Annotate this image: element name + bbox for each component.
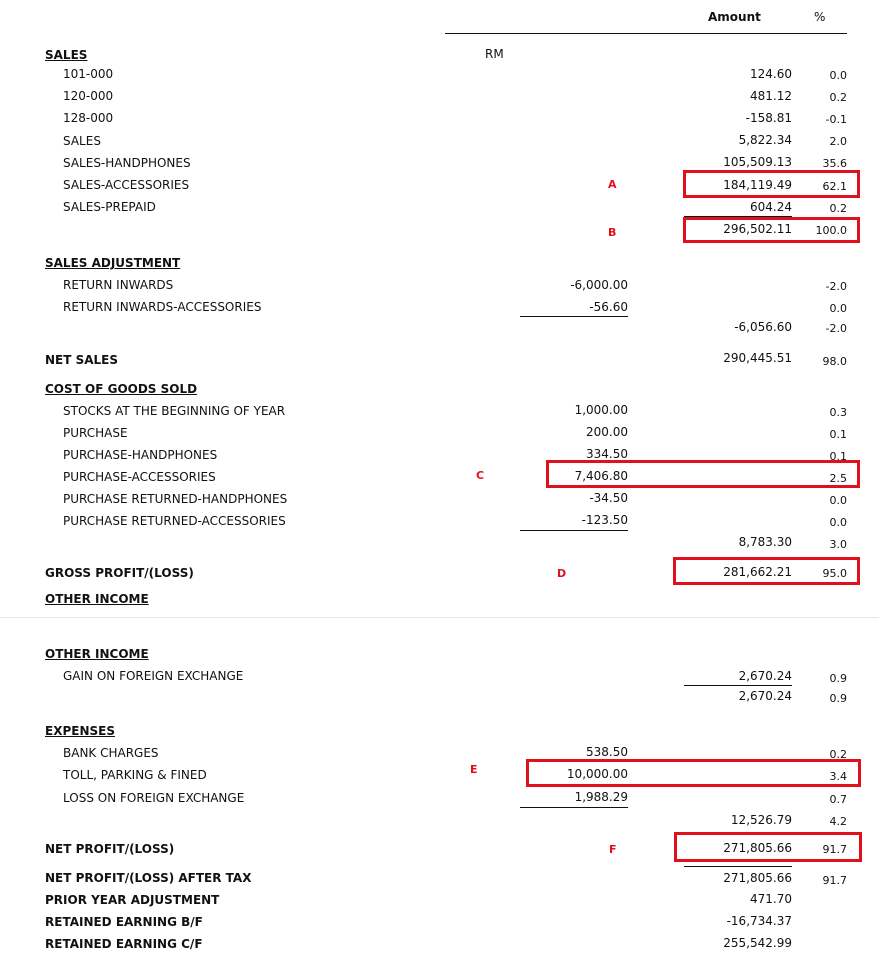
expenses-row-label: TOLL, PARKING & FINED — [63, 768, 207, 782]
sales-row-label: 128-000 — [63, 111, 114, 125]
expenses-row-sub: 10,000.00 — [566, 767, 628, 781]
cogs-row-pct: 2.5 — [829, 472, 847, 485]
gross-profit-label: GROSS PROFIT/(LOSS) — [45, 566, 194, 580]
expenses-row-sub: 1,988.29 — [574, 790, 628, 804]
sales-row-pct: 0.2 — [829, 202, 847, 215]
net-profit-after-tax-label: NET PROFIT/(LOSS) AFTER TAX — [45, 871, 252, 885]
sales-total-amount: 296,502.11 — [723, 222, 792, 236]
expenses-row-sub: 538.50 — [586, 745, 628, 759]
prior-year-adjustment-amount: 471.70 — [750, 892, 792, 906]
other-income-title-cut: OTHER INCOME — [45, 592, 149, 606]
cogs-row-sub: 1,000.00 — [574, 403, 628, 417]
amount-column-header: Amount — [708, 10, 761, 24]
prior-year-adjustment-label: PRIOR YEAR ADJUSTMENT — [45, 893, 220, 907]
cogs-total-pct: 3.0 — [829, 538, 847, 551]
cogs-row-pct: 0.0 — [829, 516, 847, 529]
net-sales-pct: 98.0 — [822, 355, 847, 368]
highlight-box-e — [526, 759, 861, 787]
sales-row-label: 120-000 — [63, 89, 114, 103]
marker-c: C — [476, 469, 485, 482]
sales-row-amount: -158.81 — [745, 111, 792, 125]
currency-label: RM — [485, 47, 504, 61]
sales-row-amount: 481.12 — [750, 89, 792, 103]
sales-row-pct: 62.1 — [822, 180, 847, 193]
expenses-row-pct: 0.2 — [829, 748, 847, 761]
sales-row-label: SALES — [63, 134, 101, 148]
header-rule — [445, 33, 847, 34]
marker-e: E — [470, 763, 478, 776]
marker-f: F — [609, 843, 617, 856]
cogs-row-label: PURCHASE-ACCESSORIES — [63, 470, 216, 484]
cogs-row-sub: 7,406.80 — [574, 469, 628, 483]
highlight-box-a — [683, 170, 860, 198]
sales-row-label: SALES-ACCESSORIES — [63, 178, 190, 192]
sales-adjustment-total-pct: -2.0 — [825, 322, 847, 335]
other-income-title: OTHER INCOME — [45, 647, 149, 661]
sales-row-amount: 105,509.13 — [723, 155, 792, 169]
gross-profit-pct: 95.0 — [822, 567, 847, 580]
net-profit-rule — [684, 866, 792, 867]
cogs-row-sub: 200.00 — [586, 425, 628, 439]
sales-row-label: SALES-PREPAID — [63, 200, 156, 214]
cogs-row-label: PURCHASE RETURNED-ACCESSORIES — [63, 514, 286, 528]
cogs-row-pct: 0.3 — [829, 406, 847, 419]
percent-column-header: % — [814, 10, 826, 24]
expenses-row-pct: 0.7 — [829, 793, 847, 806]
other-income-row-pct: 0.9 — [829, 672, 847, 685]
other-income-row-label: GAIN ON FOREIGN EXCHANGE — [63, 669, 244, 683]
sales-adjustment-row-sub: -6,000.00 — [570, 278, 628, 292]
sales-adjustment-row-label: RETURN INWARDS-ACCESSORIES — [63, 300, 262, 314]
net-sales-amount: 290,445.51 — [723, 351, 792, 365]
net-profit-amount: 271,805.66 — [723, 841, 792, 855]
cogs-row-label: PURCHASE-HANDPHONES — [63, 448, 218, 462]
expenses-total-pct: 4.2 — [829, 815, 847, 828]
sales-row-pct: 0.2 — [829, 91, 847, 104]
sales-adjustment-row-pct: -2.0 — [825, 280, 847, 293]
net-profit-after-tax-pct: 91.7 — [822, 874, 847, 887]
net-profit-label: NET PROFIT/(LOSS) — [45, 842, 175, 856]
retained-earning-bf-amount: -16,734.37 — [726, 914, 792, 928]
sales-adjustment-rule — [520, 316, 628, 317]
sales-section-title: SALES — [45, 48, 88, 62]
highlight-box-f — [674, 832, 862, 862]
sales-row-pct: 0.0 — [829, 69, 847, 82]
retained-earning-bf-label: RETAINED EARNING B/F — [45, 915, 203, 929]
cogs-row-sub: -34.50 — [589, 491, 628, 505]
other-income-total: 2,670.24 — [738, 689, 792, 703]
sales-row-amount: 5,822.34 — [738, 133, 792, 147]
highlight-box-b — [683, 217, 860, 243]
sales-adjustment-row-label: RETURN INWARDS — [63, 278, 174, 292]
page-break-divider — [0, 617, 879, 618]
other-income-total-pct: 0.9 — [829, 692, 847, 705]
marker-b: B — [608, 226, 617, 239]
cogs-title: COST OF GOODS SOLD — [45, 382, 198, 396]
cogs-total: 8,783.30 — [738, 535, 792, 549]
marker-d: D — [557, 567, 567, 580]
sales-row-amount: 184,119.49 — [723, 178, 792, 192]
cogs-rule — [520, 530, 628, 531]
sales-adjustment-row-pct: 0.0 — [829, 302, 847, 315]
expenses-row-label: LOSS ON FOREIGN EXCHANGE — [63, 791, 245, 805]
sales-row-pct: 35.6 — [822, 157, 847, 170]
cogs-row-pct: 0.0 — [829, 494, 847, 507]
retained-earning-cf-label: RETAINED EARNING C/F — [45, 937, 203, 951]
sales-row-label: 101-000 — [63, 67, 114, 81]
cogs-row-pct: 0.1 — [829, 450, 847, 463]
expenses-title: EXPENSES — [45, 724, 115, 738]
cogs-row-label: STOCKS AT THE BEGINNING OF YEAR — [63, 404, 286, 418]
net-profit-pct: 91.7 — [822, 843, 847, 856]
sales-adjustment-title: SALES ADJUSTMENT — [45, 256, 181, 270]
expenses-row-pct: 3.4 — [829, 770, 847, 783]
net-profit-after-tax-amount: 271,805.66 — [723, 871, 792, 885]
net-sales-label: NET SALES — [45, 353, 119, 367]
cogs-row-label: PURCHASE — [63, 426, 128, 440]
gross-profit-amount: 281,662.21 — [723, 565, 792, 579]
sales-row-amount: 124.60 — [750, 67, 792, 81]
expenses-row-label: BANK CHARGES — [63, 746, 159, 760]
sales-row-pct: 2.0 — [829, 135, 847, 148]
sales-adjustment-row-sub: -56.60 — [589, 300, 628, 314]
sales-total-pct: 100.0 — [815, 224, 847, 237]
expenses-total: 12,526.79 — [730, 813, 792, 827]
highlight-box-d — [673, 557, 860, 585]
cogs-row-sub: -123.50 — [581, 513, 628, 527]
retained-earning-cf-amount: 255,542.99 — [723, 936, 792, 950]
highlight-box-c — [546, 460, 860, 488]
other-income-rule — [684, 685, 792, 686]
cogs-row-sub: 334.50 — [586, 447, 628, 461]
sales-row-amount: 604.24 — [750, 200, 792, 214]
sales-row-pct: -0.1 — [825, 113, 847, 126]
marker-a: A — [608, 178, 617, 191]
expenses-rule — [520, 807, 628, 808]
other-income-row-amount: 2,670.24 — [738, 669, 792, 683]
cogs-row-label: PURCHASE RETURNED-HANDPHONES — [63, 492, 288, 506]
cogs-row-pct: 0.1 — [829, 428, 847, 441]
sales-adjustment-total: -6,056.60 — [734, 320, 792, 334]
sales-row-label: SALES-HANDPHONES — [63, 156, 191, 170]
